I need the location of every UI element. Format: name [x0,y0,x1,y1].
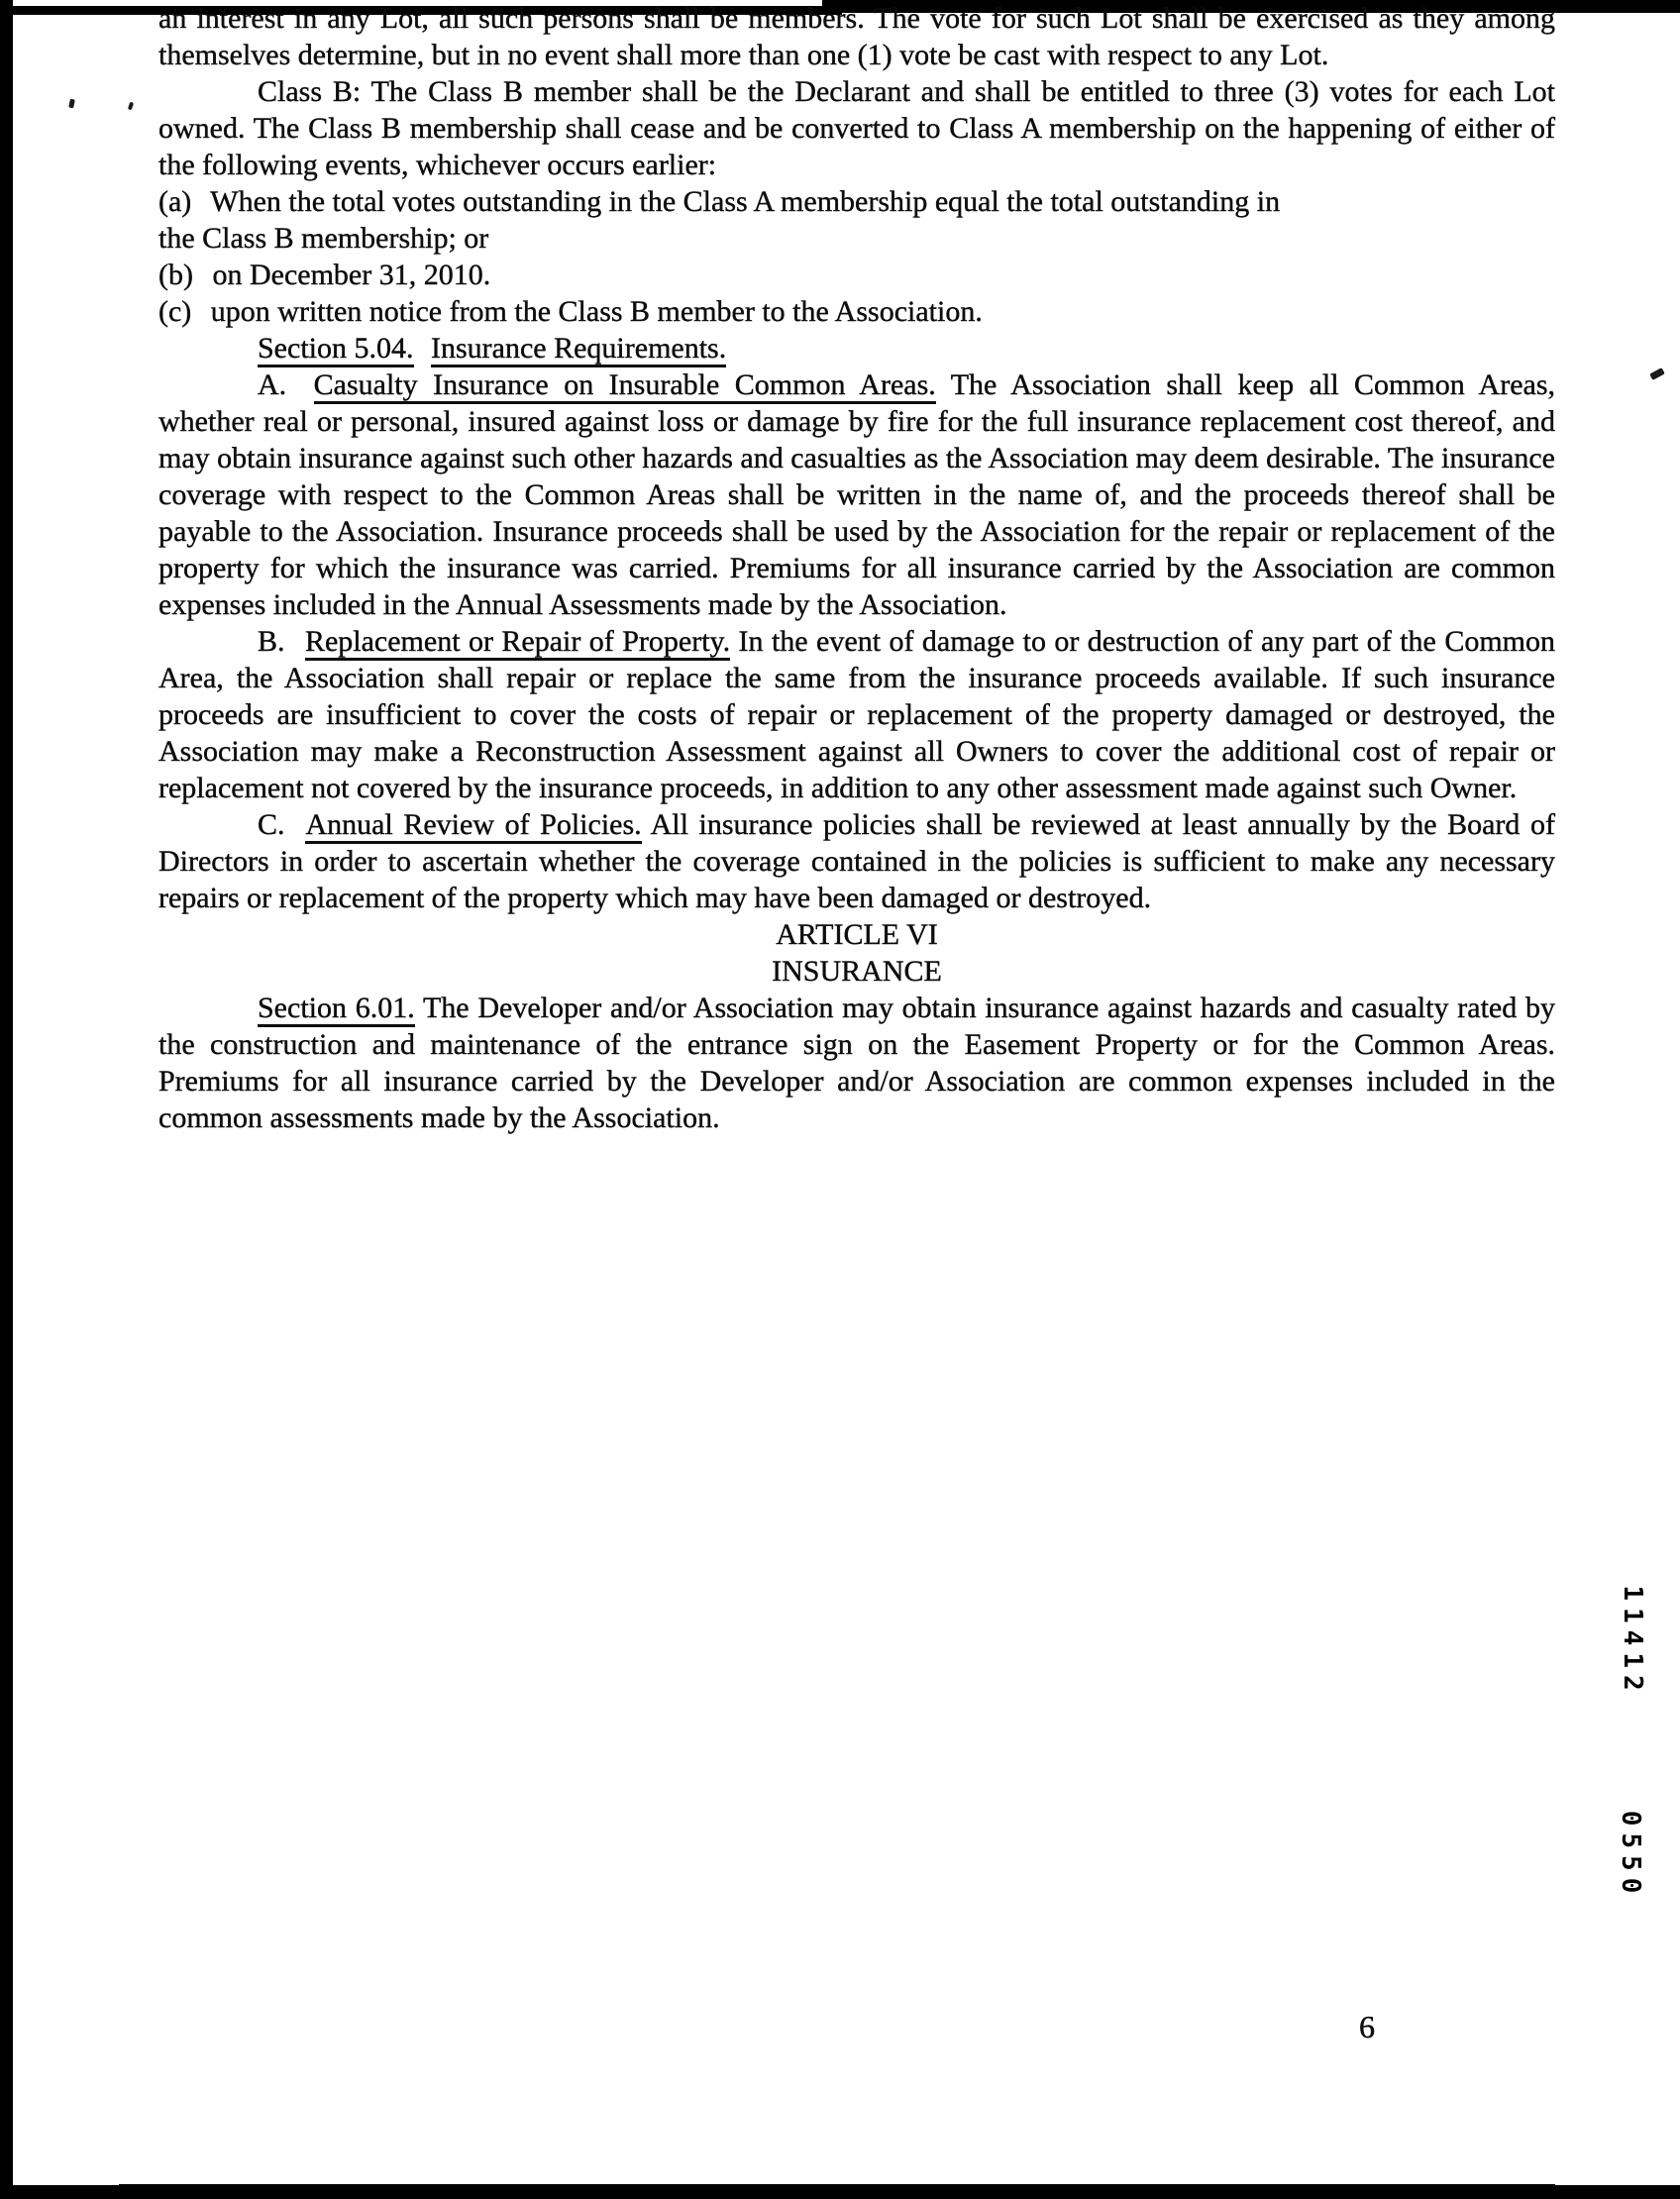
continuation-paragraph: an interest in any Lot, all such persons shall be members. The vote for such Lot shall be exercised as they among themselves determine, but in no event shall more than one (1) vote be cast with respect to any Lot. [158,2,1555,71]
paragraph-b-text: In the event of damage to or destruction of any part of the Common Area, the Association shall repair or replace the same from the insurance proceeds available. If such insurance proceeds are insufficient to cover the costs of repair or replacement of the property damaged or destroyed, the Association may make a Reconstruction Assessment against all Owners to cover the additional cost of repair or replacement not covered by the insurance proceeds, in addition to any other assessment made against such Owner. [158,625,1555,804]
paragraph-a-heading: Casualty Insurance on Insurable Common Areas. [314,368,936,404]
paragraph-a-text: The Association shall keep all Common Areas, whether real or personal, insured against loss or damage by fire for the full insurance replacement cost thereof, and may obtain insurance against such other hazards and casualties as the Association may deem desirable. The insurance coverage with respect to the Common Areas shall be written in the name of, and the proceeds thereof shall be payable to the Association. Insurance proceeds shall be used by the Association for the repair or replacement of the property for which the insurance was carried. Premiums for all insurance carried by the Association are common expenses included in the Annual Assessments made by the Association. [158,368,1556,621]
section-6-01-label: Section 6.01. [258,992,415,1027]
list-item-c [158,293,1298,330]
class-b-paragraph: Class B: The Class B member shall be the Declarant and shall be entitled to three (3) votes for each Lot owned. The Class B membership shall cease and be converted to Class A membership on the happening of either of the following events, whichever occurs earlier: [158,75,1555,181]
paragraph-b-heading: Replacement or Repair of Property. [305,625,730,661]
scan-border-bottom [0,2185,1680,2199]
paragraph-b-replacement-repair [158,623,1555,806]
scan-border-bottom-line [119,2184,1555,2187]
paragraph-c-marker: C. [258,808,285,841]
section-5-04-heading [158,330,1555,366]
document-body [158,0,1555,1136]
section-6-01-paragraph [158,990,1555,1136]
article-vi-heading: ARTICLE VI [776,918,938,951]
scan-speck [68,99,75,109]
list-text-b: on December 31, 2010. [212,259,491,291]
paragraph-c-heading: Annual Review of Policies. [305,808,641,844]
list-text-a: When the total votes outstanding in the Class A membership equal the total outstanding in the Class B membership; or [158,185,1281,255]
paragraph-c-text: All insurance policies shall be reviewed at least annually by the Board of Directors in order to ascertain whether the coverage contained in the policies is sufficient to make any necessary repairs or replacement of the property which may have been damaged or destroyed. [158,808,1555,914]
list-marker-c: (c) [158,295,192,328]
paragraph-b-marker: B. [258,625,285,658]
bates-stamp-upper: 11412 [1618,1585,1647,1698]
section-6-01-text: The Developer and/or Association may obtain insurance against hazards and casualty rated by the construction and maintenance of the entrance sign on the Easement Property or for the Common Areas. Premiums for all insurance carried by the Developer and/or Association are common expenses included in the common assessments made by the Association. [158,992,1555,1134]
paragraph-c-annual-review [158,806,1555,916]
list-marker-b: (b) [158,259,193,291]
scan-border-left [0,0,13,2199]
paragraph-a-marker: A. [258,368,287,401]
list-item-b [158,257,1298,293]
scan-speck [128,102,134,111]
page-number: 6 [1359,2009,1375,2044]
section-5-04-title: Insurance Requirements. [431,332,726,367]
section-5-04-label: Section 5.04. [258,332,414,367]
scan-speck [1649,367,1665,380]
list-item-a [158,183,1298,257]
list-text-c: upon written notice from the Class B member to the Association. [210,295,983,328]
bates-stamp-lower: 0550 [1616,1810,1645,1901]
insurance-heading: INSURANCE [772,955,942,988]
list-marker-a: (a) [158,185,192,218]
paragraph-a-casualty-insurance [158,366,1555,623]
